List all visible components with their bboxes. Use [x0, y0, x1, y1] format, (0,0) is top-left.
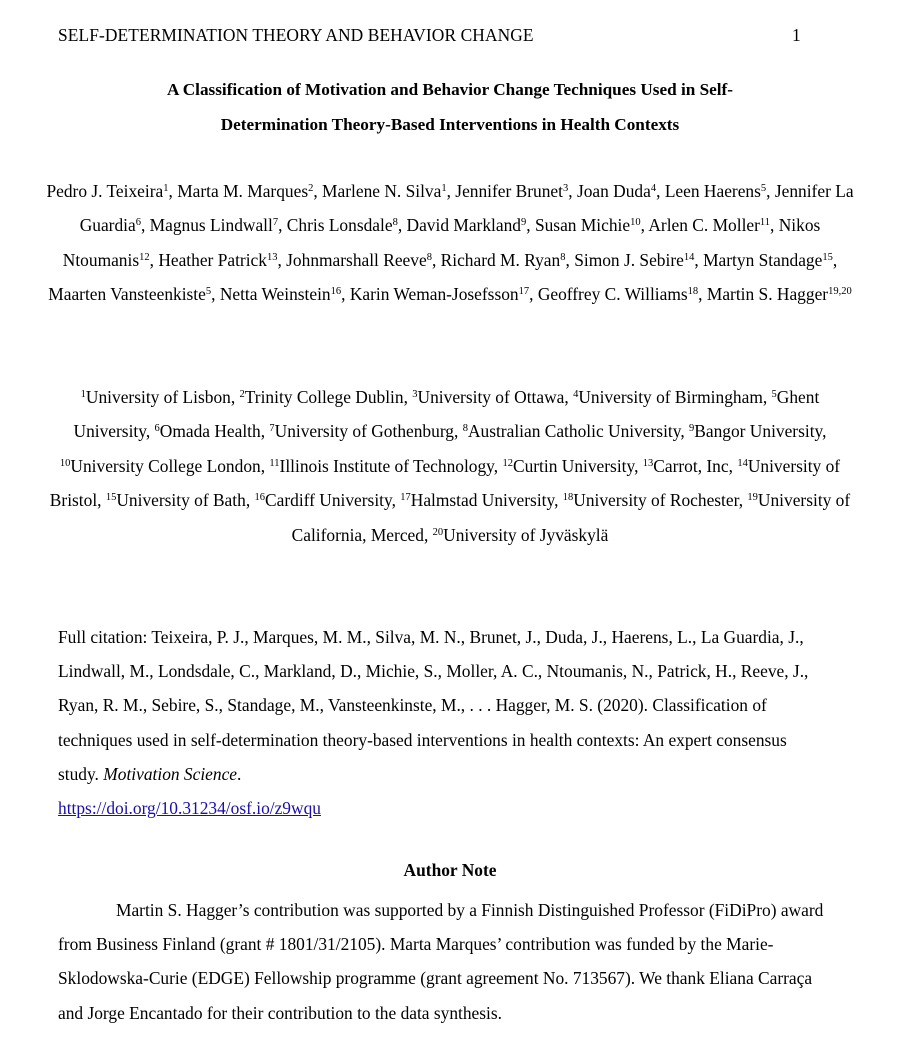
affiliation-marker: 15 [105, 492, 117, 504]
author-name: Susan Michie [534, 215, 631, 236]
author-name: Richard M. Ryan [440, 249, 561, 270]
affiliation-marker: 19 [747, 492, 758, 504]
author-affiliation-marker: 8 [426, 251, 432, 263]
affiliation-marker: 2 [239, 389, 245, 400]
author-affiliation-marker: 9 [520, 217, 527, 229]
author-affiliation-marker: 1 [163, 183, 169, 194]
author-affiliation-marker: 18 [687, 285, 699, 297]
affiliation-name: University of California, Merced [291, 490, 851, 545]
affiliation-name: Ghent University [73, 387, 820, 442]
affiliation-name: University of Ottawa [417, 387, 565, 407]
author-affiliation-marker: 10 [630, 217, 641, 229]
author-list: Pedro J. Teixeira$^1$, Marta M. Marques$^2$, Marlene N. Silva$^1$, Jennifer Brunet$^3$, Joan Duda$^4$, Leen Haerens$^5$, Jennifer La Guardia$^6$, Magnus Lindwall$^7$, Chris Lonsdale$^8$, David Markland$^9$, Susan Michie$^{10}$, Arlen C. Moller$^{11}$, Nikos Ntoumanis$^{12}$, Heather Patrick$^{13}$, Johnmarshall Reeve$^8$, Richard M. Ryan$^8$, Simon J. Sebire$^{14}$, Martyn Standage$^{15}$, Maarten Vansteenkiste$^5$, Netta Weinstein$^{16}$, Karin Weman-Josefsson$^{17}$, Geoffrey C. Williams$^{18}$, Martin S. Hagger$^{19,20}$ [46, 181, 854, 304]
author-name: Netta Weinstein [219, 283, 331, 304]
author-affiliation-marker: 13 [266, 251, 278, 263]
author-affiliation-marker: 8 [392, 217, 398, 229]
affiliation-name: University of Rochester [573, 490, 739, 511]
author-note-text: Martin S. Hagger’s contribution was supported by a Finnish Distinguished Professor (FiDiPro) award from Business Finland (grant # 1801/31/2105). Marta Marques’ contribution was funded by the Marie-Sklodowska-Curie (EDGE) Fellowship programme (grant agreement No. 713567). We thank Eliana Carraça and Jorge Encantado for their contribution to the data synthesis. [58, 900, 824, 1023]
affiliation-name: University College London [70, 455, 261, 476]
affiliation-name: Trinity College Dublin [244, 387, 404, 407]
doi-link[interactable]: https://doi.org/10.31234/osf.io/z9wqu [58, 798, 321, 819]
author-affiliation-marker: 12 [139, 251, 150, 263]
author-name: Marlene N. Silva [322, 181, 442, 201]
affiliation-name: University of Jyväskylä [443, 524, 609, 545]
author-name: Leen Haerens [664, 181, 761, 201]
author-name: Heather Patrick [158, 249, 267, 270]
author-name: Simon J. Sebire [574, 249, 684, 270]
affiliation-name: University of Birmingham [578, 387, 763, 407]
affiliation-marker: 14 [737, 457, 748, 469]
affiliation-list: $^1$University of Lisbon, $^2$Trinity College Dublin, $^3$University of Ottawa, $^4$University of Birmingham, $^5$Ghent University, $^6$Omada Health, $^7$University of Gothenburg, $^8$Australian Catholic University, $^9$Bangor University, $^{10}$University College London, $^{11}$Illinois Institute of Technology, $^{12}$Curtin University, $^{13}$Carrot, Inc, $^{14}$University of Bristol, $^{15}$University of Bath, $^{16}$Cardiff University, $^{17}$Halmstad University, $^{18}$University of Rochester, $^{19}$University of California, Merced, $^{20}$University of Jyväskylä [49, 387, 851, 545]
affiliation-name: Halmstad University [410, 490, 555, 511]
affiliation-name: University of Gothenburg [274, 421, 454, 442]
affiliation-name: Omada Health [159, 421, 261, 442]
author-affiliation-marker: 7 [272, 217, 279, 229]
author-name: Chris Lonsdale [286, 215, 393, 236]
author-affiliation-marker: 6 [135, 217, 141, 229]
title-line-2: Determination Theory-Based Interventions in Health Contexts [220, 115, 680, 134]
affiliation-marker: 5 [771, 389, 777, 400]
affiliation-marker: 17 [400, 492, 411, 504]
author-affiliation-marker: 14 [683, 251, 695, 263]
affiliation-marker: 7 [269, 423, 275, 435]
citation-journal-period: . [237, 763, 242, 784]
affiliation-name: University of Bristol [49, 455, 841, 511]
author-name: Karin Weman-Josefsson [349, 283, 519, 304]
affiliation-marker: 9 [689, 423, 695, 435]
affiliation-marker: 10 [59, 457, 71, 469]
paper-title [70, 72, 830, 142]
citation-journal: Motivation Science [103, 763, 238, 784]
affiliation-name: University of Lisbon [85, 387, 231, 407]
author-name: Nikos Ntoumanis [62, 215, 821, 270]
author-affiliation-marker: 16 [330, 285, 342, 297]
citation-text: Full citation: Teixeira, P. J., Marques, M. M., Silva, M. N., Brunet, J., Duda, J., Haerens, L., La Guardia, J., Lindwall, M., Londsdale, C., Markland, D., Michie, S., Moller, A. C., Ntoumanis, N., Patrick, H., Reeve, J., Ryan, R. M., Sebire, S., Standage, M., Vansteenkinste, M., . . . Hagger, M. S. (2020). Classification of techniques used in self-determination theory-based interventions in health contexts: An expert consensus study. [58, 627, 809, 784]
affiliation-marker: 11 [269, 457, 280, 469]
author-name: Maarten Vansteenkiste [48, 283, 206, 304]
affiliation-marker: 18 [562, 492, 574, 504]
affiliation-marker: 6 [154, 423, 160, 435]
author-name: Magnus Lindwall [149, 215, 273, 236]
author-name: Jennifer La Guardia [79, 181, 854, 236]
author-note-heading: Author Note [403, 860, 497, 880]
author-name: Geoffrey C. Williams [537, 283, 688, 304]
author-affiliation-marker: 17 [518, 285, 530, 297]
author-affiliation-marker: 5 [760, 183, 767, 194]
page-number: 1 [792, 25, 801, 45]
author-name: Pedro J. Teixeira [46, 181, 164, 201]
affiliation-marker: 8 [462, 423, 468, 435]
affiliation-marker: 12 [502, 457, 513, 469]
author-affiliation-marker: 15 [822, 251, 833, 263]
author-affiliation-marker: 1 [441, 183, 447, 194]
author-affiliation-marker: 11 [759, 217, 771, 229]
affiliation-marker: 20 [432, 526, 444, 538]
author-name: Johnmarshall Reeve [286, 249, 427, 270]
affiliation-name: Bangor University [694, 421, 823, 442]
author-name: Marta M. Marques [177, 181, 309, 201]
affiliation-name: University of Bath [116, 490, 246, 511]
affiliation-name: Curtin University [512, 455, 635, 476]
author-affiliation-marker: 2 [308, 183, 314, 194]
running-head: SELF-DETERMINATION THEORY AND BEHAVIOR CHANGE [58, 25, 534, 45]
affiliation-marker: 16 [254, 492, 266, 504]
affiliation-name: Australian Catholic University [467, 421, 681, 442]
author-affiliation-marker: 19,20 [828, 285, 852, 297]
author-affiliation-marker: 8 [560, 251, 566, 263]
affiliation-name: Cardiff University [265, 490, 392, 511]
author-affiliation-marker: 5 [205, 285, 212, 297]
author-name: David Markland [406, 215, 521, 236]
affiliation-marker: 1 [80, 389, 86, 400]
affiliation-name: Carrot, Inc [653, 455, 729, 476]
affiliation-name: Illinois Institute of Technology [279, 455, 494, 476]
affiliation-marker: 3 [412, 389, 418, 400]
full-citation [58, 620, 828, 825]
author-name: Jennifer Brunet [455, 181, 563, 201]
affiliation-marker: 4 [573, 389, 579, 400]
author-name: Joan Duda [576, 181, 651, 201]
affiliation-marker: 13 [642, 457, 654, 469]
author-affiliation-marker: 3 [563, 183, 569, 194]
title-line-1: A Classification of Motivation and Behavior Change Techniques Used in Self- [167, 80, 733, 99]
author-name: Arlen C. Moller [648, 215, 760, 236]
author-affiliation-marker: 4 [650, 183, 657, 194]
author-name: Martin S. Hagger [706, 283, 829, 304]
author-name: Martyn Standage [703, 249, 823, 270]
